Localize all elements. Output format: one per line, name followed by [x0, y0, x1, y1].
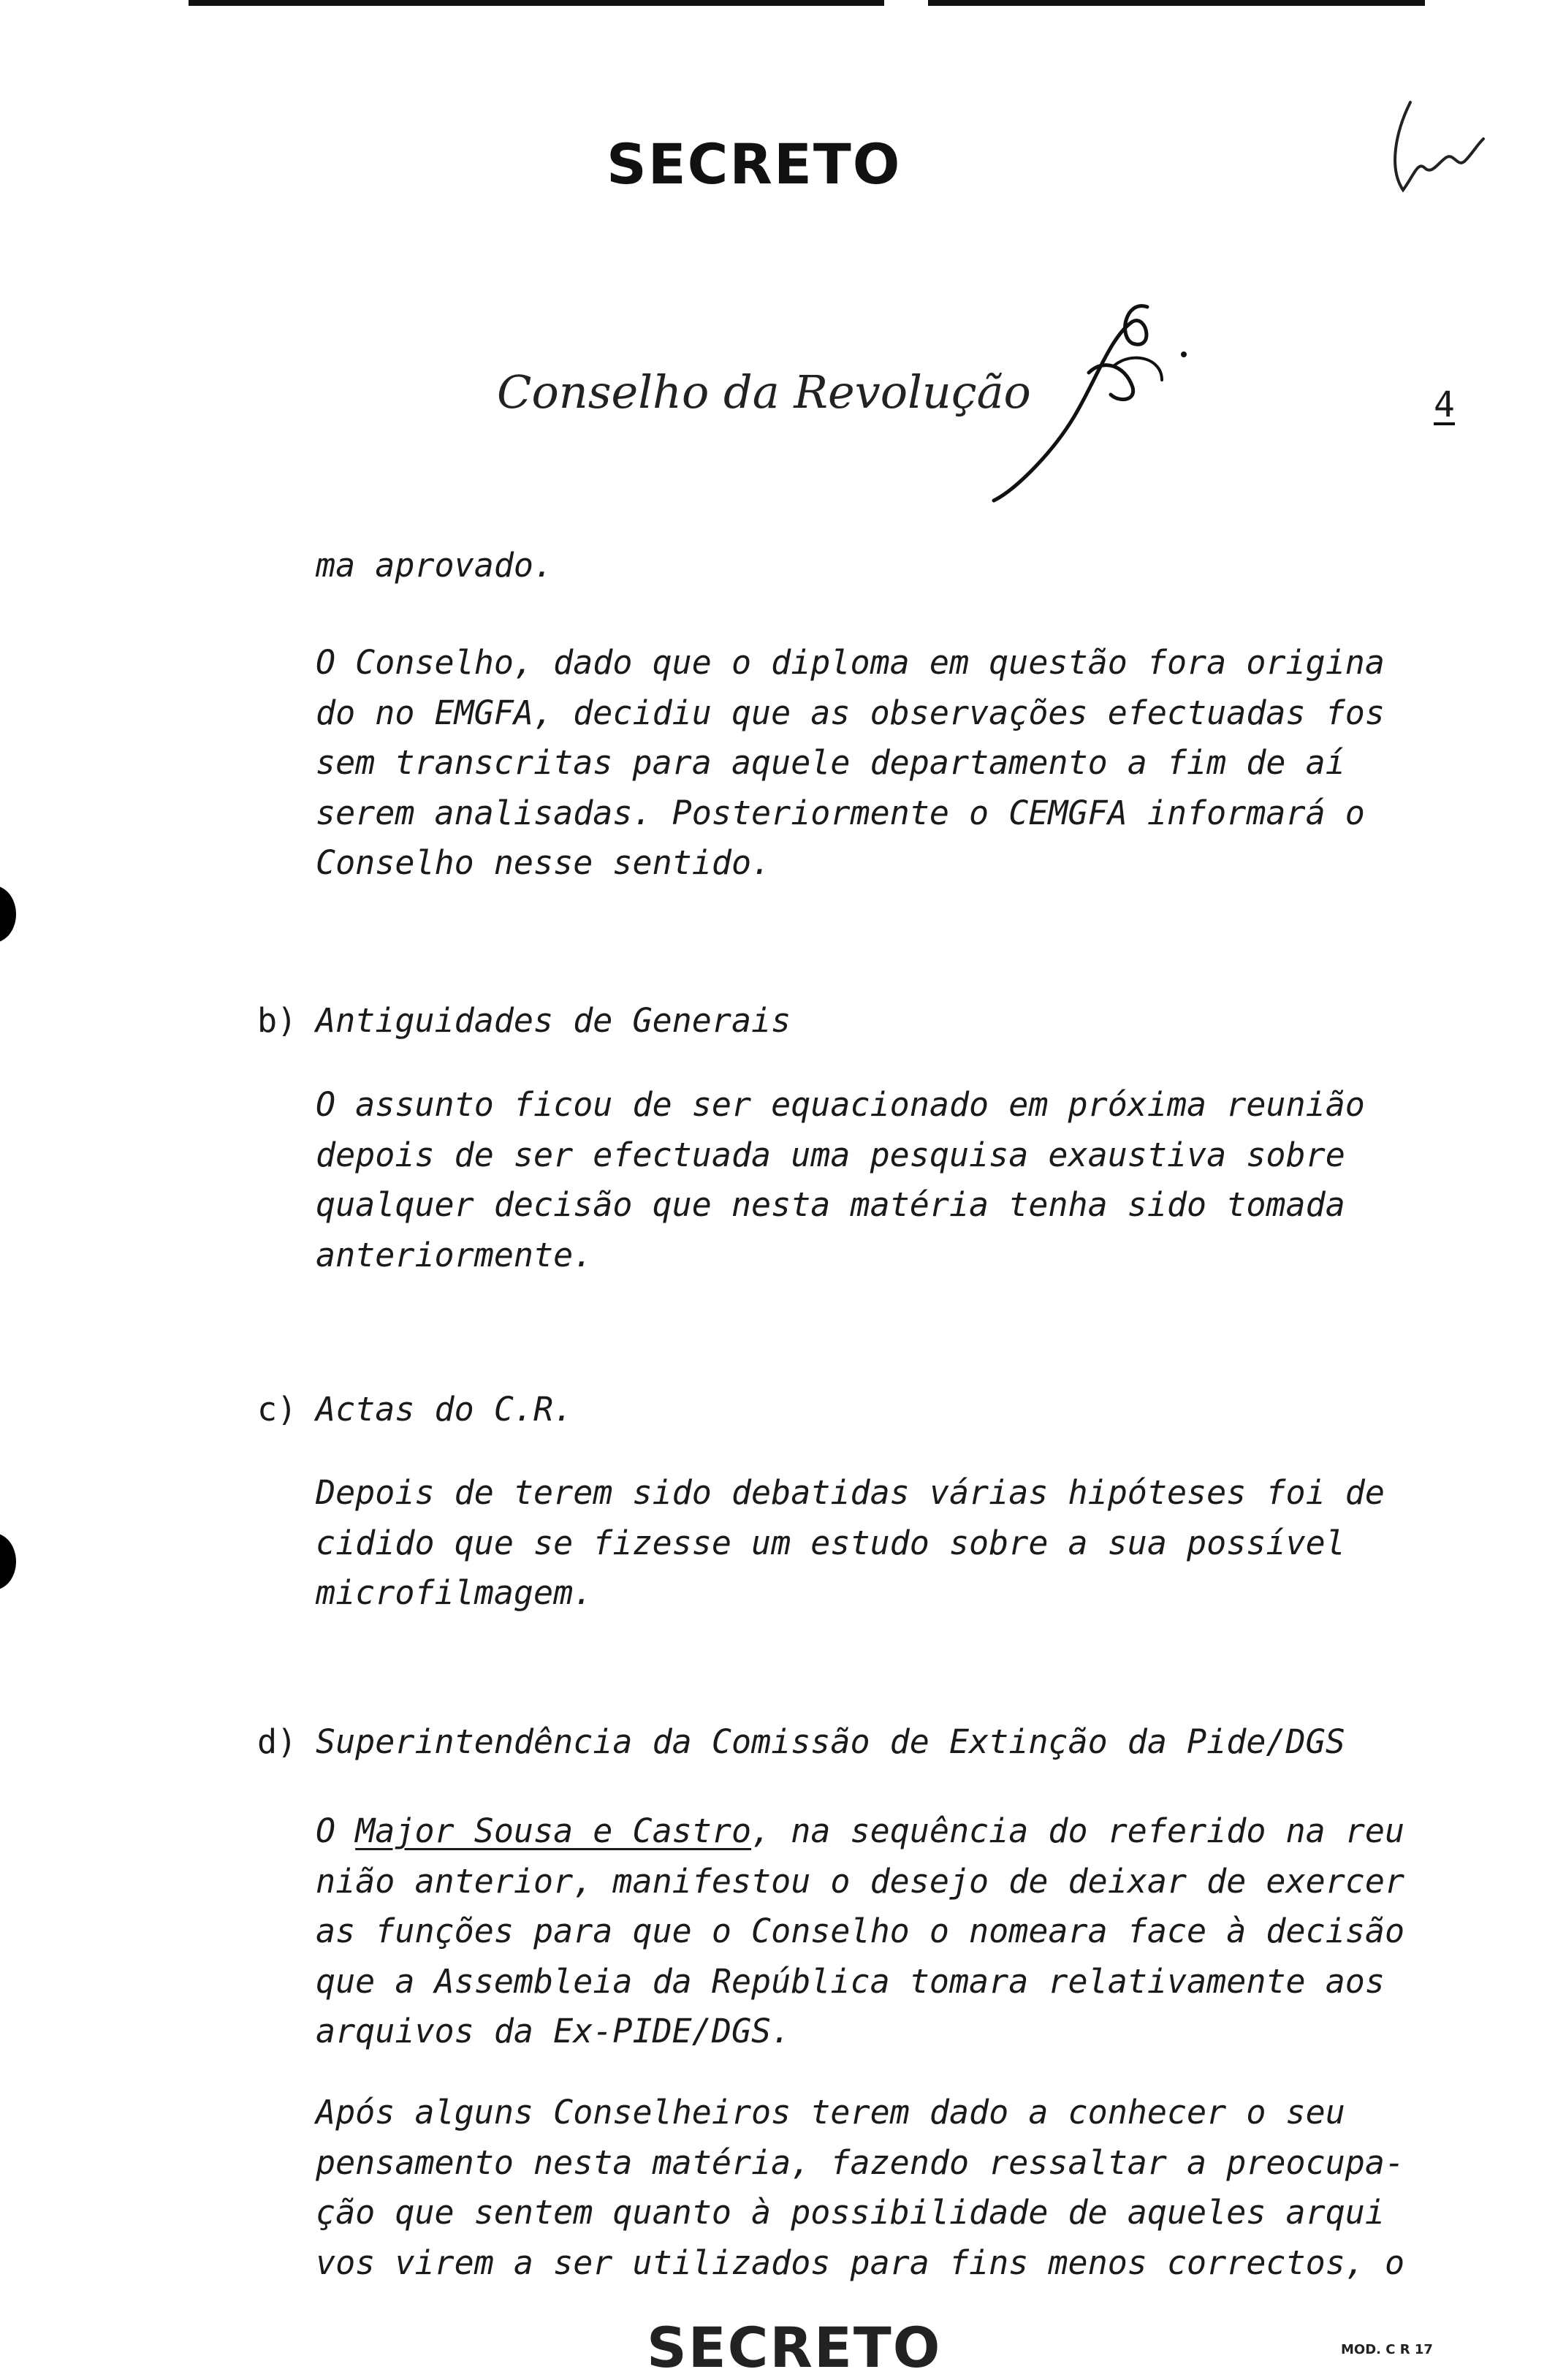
classification-stamp-top: SECRETO: [607, 132, 902, 197]
handwritten-initials-top-right: [1381, 88, 1491, 205]
paragraph-body: , na sequência do referido na reu nião anterior, manifestou o desejo de deixar de exercer as funções para que o Conselho o nomeara face à decisão que a Assembleia da República tomara relativamente aos arquivos da Ex-PIDE/DGS.: [316, 1811, 1405, 2050]
paragraph-prefix: O: [316, 1811, 356, 1850]
section-heading-d: [257, 1717, 1434, 1767]
top-border-gap: [884, 0, 928, 6]
punch-hole-upper: [0, 886, 16, 943]
section-marker: d): [257, 1722, 297, 1761]
paragraph-generals-seniority: O assunto ficou de ser equacionado em próxima reunião depois de ser efectuada uma pesquisa exaustiva sobre qualquer decisão que nesta matéria tenha sido tomada anteriormente.: [316, 1085, 1365, 1274]
paragraph-continuation: ma aprovado.: [316, 546, 554, 585]
paragraph-emgfa-observations: O Conselho, dado que o diploma em questão fora origina do no EMGFA, decidiu que as observações efectuadas fos sem transcritas para aquele departamento a fim de aí serem analisadas. Posteriormente o CEMGFA informará o Conselho nesse sentido.: [316, 643, 1385, 882]
letterhead-title: Conselho da Revolução: [497, 365, 1031, 419]
section-title: Superintendência da Comissão de Extinção da Pide/DGS: [316, 1722, 1345, 1761]
section-title: Antiguidades de Generais: [316, 1001, 791, 1040]
top-border-rule: [189, 0, 1425, 6]
section-heading-c: [257, 1385, 1434, 1434]
form-code: MOD. C R 17: [1341, 2342, 1433, 2357]
paragraph-cr-minutes: Depois de terem sido debatidas várias hipóteses foi de cidido que se fizesse um estudo sobre a sua possível microfilmagem.: [316, 1473, 1385, 1612]
underlined-name: Major Sousa e Castro: [355, 1811, 752, 1850]
punch-hole-lower: [0, 1533, 16, 1590]
section-marker: c): [257, 1390, 297, 1429]
section-heading-b: [257, 996, 1434, 1046]
section-title: Actas do C.R.: [316, 1390, 574, 1429]
section-marker: b): [257, 1001, 297, 1040]
paragraph-councillors-concern: Após alguns Conselheiros terem dado a conhecer o seu pensamento nesta matéria, fazendo ressaltar a preocupa- ção que sentem quanto à possibilidade de aqueles arqui vos virem a ser utilizados para fins menos correctos, o: [316, 2093, 1405, 2282]
paragraph-major-sousa-castro: [316, 1806, 1434, 2057]
handwritten-signature: [986, 292, 1206, 512]
page-number: 4: [1434, 384, 1455, 425]
classification-stamp-bottom: SECRETO: [647, 2315, 942, 2380]
